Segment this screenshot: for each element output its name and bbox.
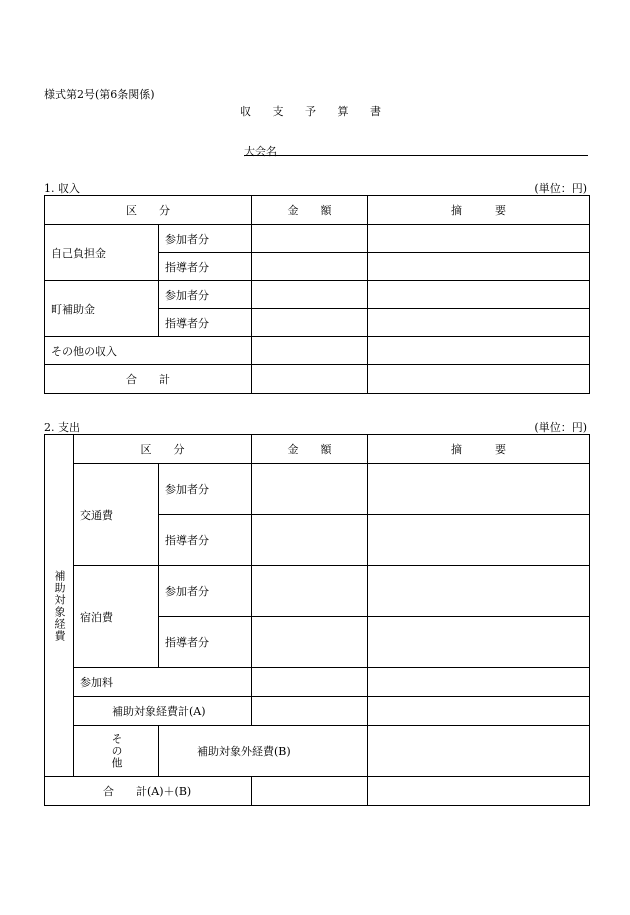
remarks-cell[interactable]	[368, 617, 590, 668]
expense-transport-participants-label: 参加者分	[159, 464, 252, 515]
income-table	[44, 195, 590, 394]
amount-cell[interactable]	[252, 365, 368, 394]
amount-cell[interactable]	[252, 668, 368, 697]
income-unit: (単位：円)	[534, 182, 587, 195]
income-self-pay-participants-label: 参加者分	[159, 225, 252, 253]
amount-cell[interactable]	[252, 617, 368, 668]
tournament-name-line[interactable]	[244, 155, 588, 156]
expense-section-title: 2. 支出	[44, 421, 80, 434]
table-row	[45, 697, 590, 726]
expense-lodging-participants-label: 参加者分	[159, 566, 252, 617]
remarks-cell[interactable]	[368, 777, 590, 806]
form-number: 様式第2号(第6条関係)	[44, 88, 155, 101]
amount-cell[interactable]	[252, 225, 368, 253]
remarks-cell[interactable]	[368, 281, 590, 309]
expense-table	[44, 434, 590, 806]
income-other-label: その他の収入	[45, 337, 252, 365]
expense-eligible-subtotal-label: 補助対象経費計(A)	[74, 697, 252, 726]
tournament-name-label: 大会名	[244, 145, 277, 158]
income-header-amount: 金 額	[252, 196, 368, 225]
amount-cell[interactable]	[368, 726, 590, 777]
amount-cell[interactable]	[252, 309, 368, 337]
expense-eligible-group-label: 補助対象経費	[45, 435, 74, 777]
income-self-pay-instructors-label: 指導者分	[159, 253, 252, 281]
expense-header-row	[45, 435, 590, 464]
expense-lodging-label: 宿泊費	[74, 566, 159, 668]
remarks-cell[interactable]	[368, 566, 590, 617]
table-row	[45, 668, 590, 697]
remarks-cell[interactable]	[368, 253, 590, 281]
remarks-cell[interactable]	[368, 668, 590, 697]
amount-cell[interactable]	[252, 464, 368, 515]
table-row	[45, 726, 590, 777]
income-header-row	[45, 196, 590, 225]
remarks-cell[interactable]	[368, 697, 590, 726]
amount-cell[interactable]	[252, 337, 368, 365]
amount-cell[interactable]	[252, 253, 368, 281]
table-row	[45, 464, 590, 515]
remarks-cell[interactable]	[368, 515, 590, 566]
remarks-cell[interactable]	[368, 365, 590, 394]
expense-header-amount: 金 額	[252, 435, 368, 464]
amount-cell[interactable]	[252, 777, 368, 806]
expense-ineligible-label: 補助対象外経費(B)	[159, 726, 368, 777]
amount-cell[interactable]	[252, 697, 368, 726]
document-title: 収 支 予 算 書	[240, 105, 381, 118]
amount-cell[interactable]	[252, 566, 368, 617]
amount-cell[interactable]	[252, 515, 368, 566]
remarks-cell[interactable]	[368, 309, 590, 337]
table-row	[45, 365, 590, 394]
income-self-pay-label: 自己負担金	[45, 225, 159, 281]
remarks-cell[interactable]	[368, 464, 590, 515]
table-row	[45, 337, 590, 365]
expense-lodging-instructors-label: 指導者分	[159, 617, 252, 668]
expense-transport-instructors-label: 指導者分	[159, 515, 252, 566]
income-town-subsidy-label: 町補助金	[45, 281, 159, 337]
income-subsidy-participants-label: 参加者分	[159, 281, 252, 309]
table-row	[45, 281, 590, 309]
income-section-title: 1. 収入	[44, 182, 80, 195]
table-row	[45, 777, 590, 806]
table-row	[45, 225, 590, 253]
expense-fee-label: 参加料	[74, 668, 252, 697]
income-header-category: 区 分	[45, 196, 252, 225]
expense-transport-label: 交通費	[74, 464, 159, 566]
income-subsidy-instructors-label: 指導者分	[159, 309, 252, 337]
expense-header-remarks: 摘 要	[368, 435, 590, 464]
expense-unit: (単位：円)	[534, 421, 587, 434]
income-total-label: 合 計	[45, 365, 252, 394]
remarks-cell[interactable]	[368, 225, 590, 253]
remarks-cell[interactable]	[368, 337, 590, 365]
expense-total-label: 合 計(A)＋(B)	[45, 777, 252, 806]
amount-cell[interactable]	[252, 281, 368, 309]
expense-other-group-label: その他	[74, 726, 159, 777]
expense-header-category: 区 分	[74, 435, 252, 464]
income-header-remarks: 摘 要	[368, 196, 590, 225]
table-row	[45, 566, 590, 617]
